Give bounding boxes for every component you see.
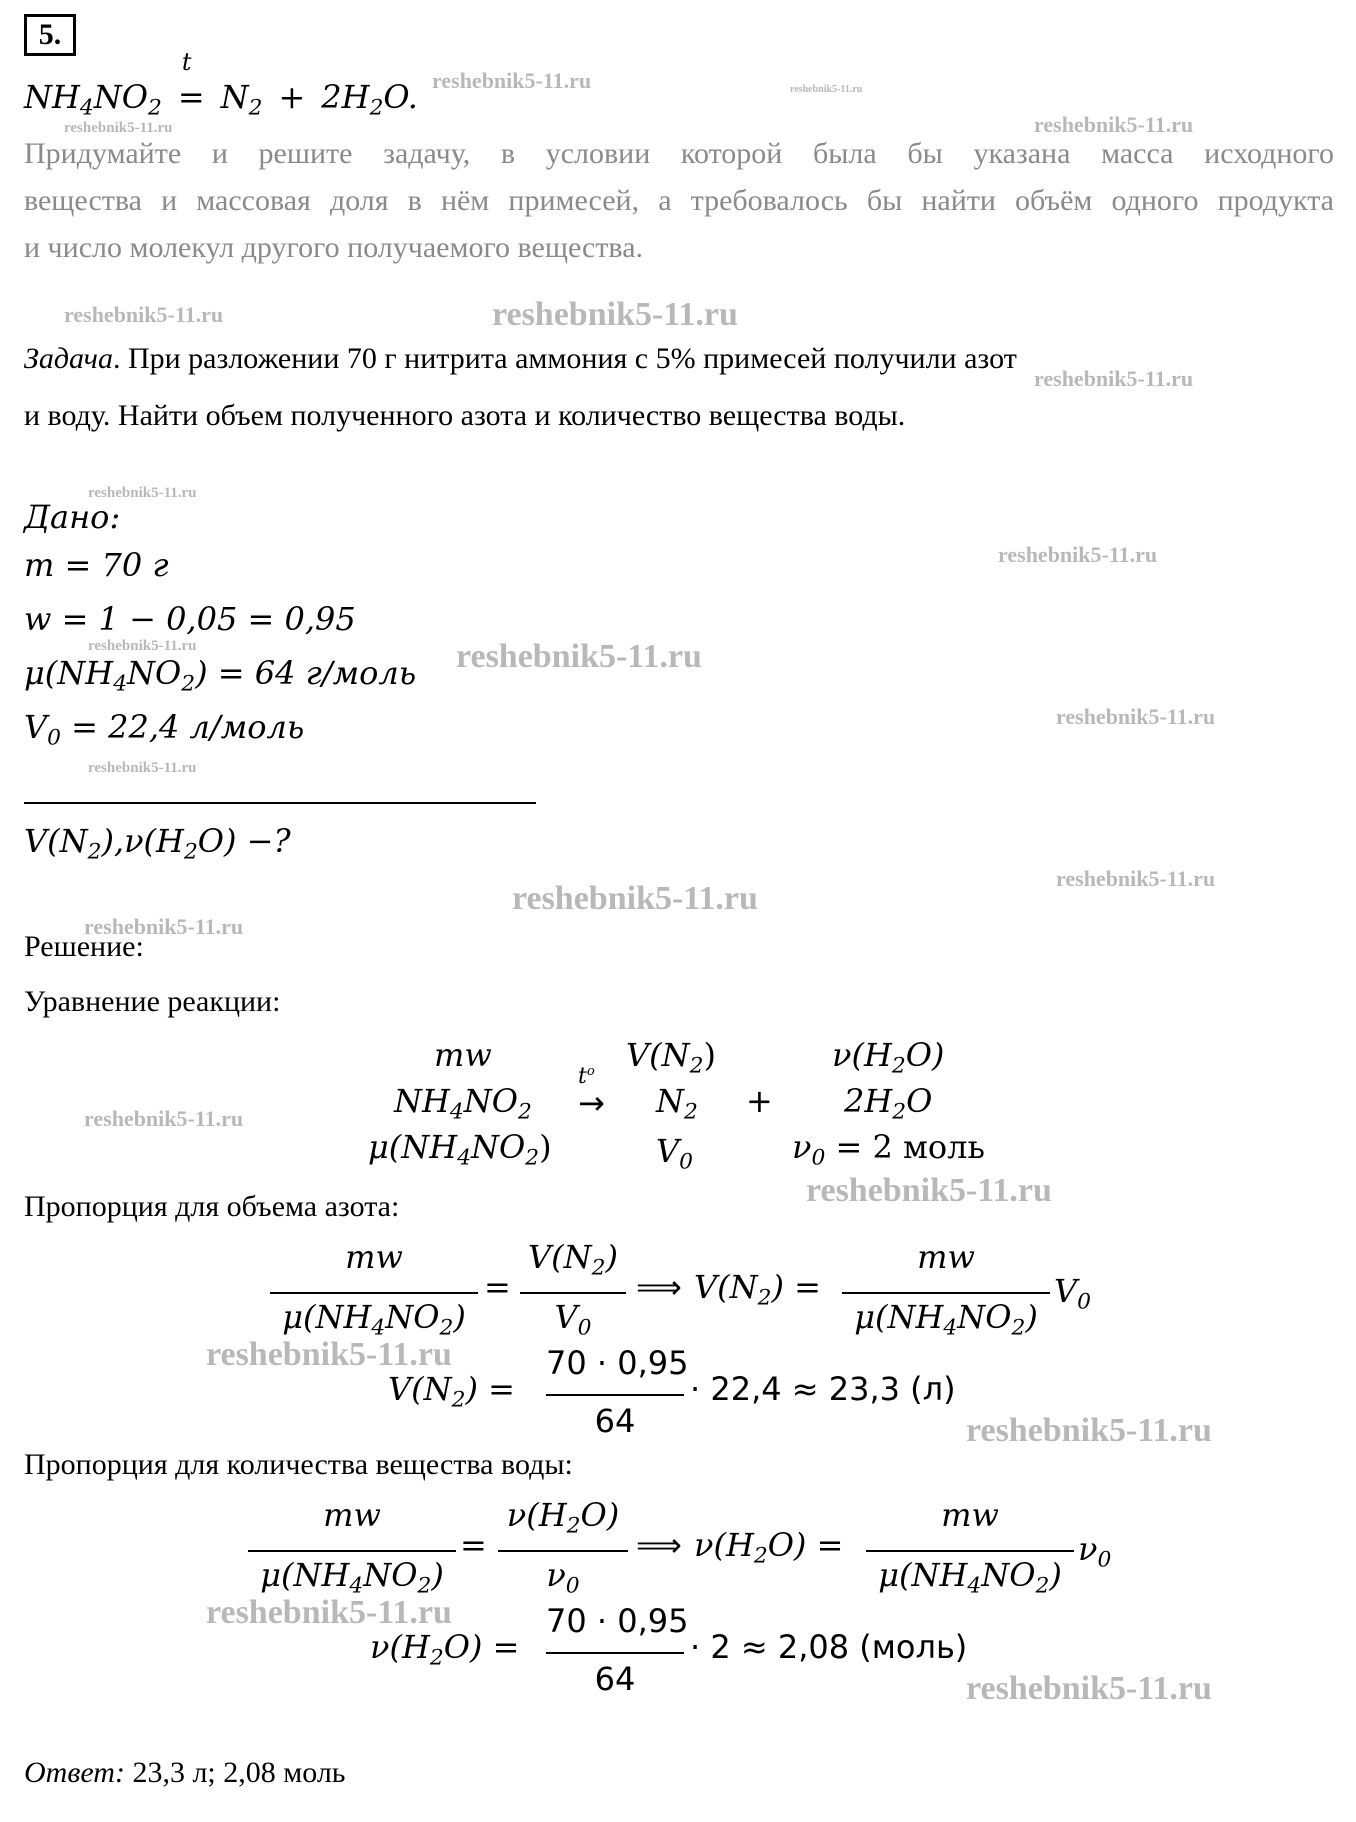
- watermark: reshebnik5-11.ru: [88, 760, 197, 776]
- fraction-mw-mu-2: mw $\mu(NH_4NO_2)$: [842, 1238, 1050, 1350]
- calc-h2o-lhs: $\nu(H_2O)$ =: [370, 1628, 520, 1671]
- scheme-arrow-condition: $t^o$: [578, 1064, 595, 1089]
- problem-label: Задача: [24, 342, 113, 375]
- watermark: reshebnik5-11.ru: [64, 302, 224, 327]
- answer-label: Ответ:: [24, 1756, 125, 1789]
- given-molar-mass: $\mu(NH_4NO_2) = 64$ г/моль: [24, 654, 417, 697]
- watermark: reshebnik5-11.ru: [998, 542, 1158, 567]
- watermark: reshebnik5-11.ru: [456, 638, 702, 675]
- fraction-calc-h2o: 70 · 0,95 64: [546, 1602, 689, 1698]
- scheme-reactant: $NH_4NO_2$: [394, 1082, 532, 1125]
- watermark: reshebnik5-11.ru: [512, 880, 758, 917]
- scheme-arrow: →: [578, 1084, 605, 1122]
- task-prompt: Придумайте и решите задачу, в условии которой была бы указана масса исходного вещества и массовая доля в нём примесей, а требовалось бы найти объём одного продукта и число молекул другого получаемого вещества.: [24, 137, 1334, 264]
- v0-factor: $V_0$: [1054, 1272, 1091, 1315]
- watermark: reshebnik5-11.ru: [84, 914, 244, 939]
- given-fraction: w = 1 − 0,05 = 0,95: [24, 600, 356, 638]
- watermark: reshebnik5-11.ru: [790, 84, 863, 95]
- reaction-equation: $NH_4NO_2$ t = $N_2 + 2H_2O$.: [24, 48, 418, 121]
- calc-n2-rhs: · 22,4 ≈ 23,3 (л): [690, 1370, 956, 1408]
- watermark: reshebnik5-11.ru: [432, 68, 592, 93]
- scheme-product-n2: $N_2$: [656, 1082, 698, 1125]
- watermark: reshebnik5-11.ru: [206, 1594, 452, 1631]
- fraction-v-v0-1: $V(N_2)$ $V_0$: [520, 1238, 626, 1350]
- watermark: reshebnik5-11.ru: [1034, 112, 1194, 137]
- given-divider: [24, 802, 536, 804]
- fraction-nu-nu0: $\nu(H_2O)$ $\nu_0$: [498, 1496, 628, 1608]
- watermark: reshebnik5-11.ru: [966, 1670, 1212, 1707]
- calc-h2o-rhs: · 2 ≈ 2,08 (моль): [690, 1628, 968, 1666]
- implies-arrow: ⟹: [636, 1268, 682, 1306]
- problem-number: 5.: [24, 14, 76, 56]
- prop-h2o-label: Пропорция для количества вещества воды:: [24, 1448, 573, 1481]
- calc-n2-lhs: $V(N_2)$ =: [388, 1370, 515, 1413]
- watermark: reshebnik5-11.ru: [64, 120, 173, 136]
- nu0-factor: $\nu_0$: [1078, 1530, 1112, 1573]
- fraction-mw-mu-1: mw $\mu(NH_4NO_2)$: [270, 1238, 478, 1350]
- watermark: reshebnik5-11.ru: [1034, 366, 1194, 391]
- watermark: reshebnik5-11.ru: [966, 1412, 1212, 1449]
- fraction-mw-mu-3: mw $\mu(NH_4NO_2)$: [248, 1496, 456, 1608]
- watermark: reshebnik5-11.ru: [84, 1106, 244, 1131]
- equation-label: Уравнение реакции:: [24, 985, 281, 1018]
- find-quantities: $V(N_2),\nu(H_2O)$ −?: [24, 822, 291, 865]
- watermark: reshebnik5-11.ru: [88, 485, 197, 501]
- scheme-product-h2o: $2H_2O$: [844, 1082, 933, 1125]
- implies-arrow: ⟹: [636, 1526, 682, 1564]
- given-molar-volume: $V_0 = 22,4$ л/моль: [24, 708, 305, 751]
- scheme-top-left: mw: [434, 1036, 492, 1074]
- watermark: reshebnik5-11.ru: [492, 296, 738, 333]
- equals-sign: =: [460, 1526, 487, 1564]
- scheme-bottom-left: $\mu(NH_4NO_2)$: [368, 1128, 552, 1171]
- scheme-top-right: $\nu(H_2O)$: [832, 1036, 945, 1079]
- fraction-mw-mu-4: mw $\mu(NH_4NO_2)$: [866, 1496, 1074, 1608]
- answer: Ответ: 23,3 л; 2,08 моль: [24, 1756, 346, 1789]
- scheme-bottom-right: $\nu_0 = 2$ моль: [792, 1128, 985, 1171]
- watermark: reshebnik5-11.ru: [88, 638, 197, 654]
- watermark: reshebnik5-11.ru: [1056, 704, 1216, 729]
- solution-label: Решение:: [24, 930, 144, 963]
- given-mass: m = 70 г: [24, 546, 169, 584]
- scheme-plus: +: [746, 1082, 773, 1120]
- v-n2-lhs: $V(N_2)$ =: [694, 1268, 821, 1311]
- given-label: Дано:: [24, 498, 121, 536]
- watermark: reshebnik5-11.ru: [806, 1172, 1052, 1209]
- problem-statement: Задача. При разложении 70 г нитрита аммония с 5% примесей получили азот и воду. Найти объем полученного азота и количество вещества воды.: [24, 342, 1017, 432]
- prop-n2-label: Пропорция для объема азота:: [24, 1190, 400, 1223]
- scheme-top-mid: $V(N_2)$: [626, 1036, 716, 1079]
- watermark: reshebnik5-11.ru: [1056, 866, 1216, 891]
- scheme-bottom-mid: $V_0$: [656, 1132, 693, 1175]
- fraction-calc-n2: 70 · 0,95 64: [546, 1344, 689, 1440]
- equals-sign: =: [484, 1268, 511, 1306]
- nu-h2o-lhs: $\nu(H_2O)$ =: [694, 1526, 844, 1569]
- watermark: reshebnik5-11.ru: [206, 1336, 452, 1373]
